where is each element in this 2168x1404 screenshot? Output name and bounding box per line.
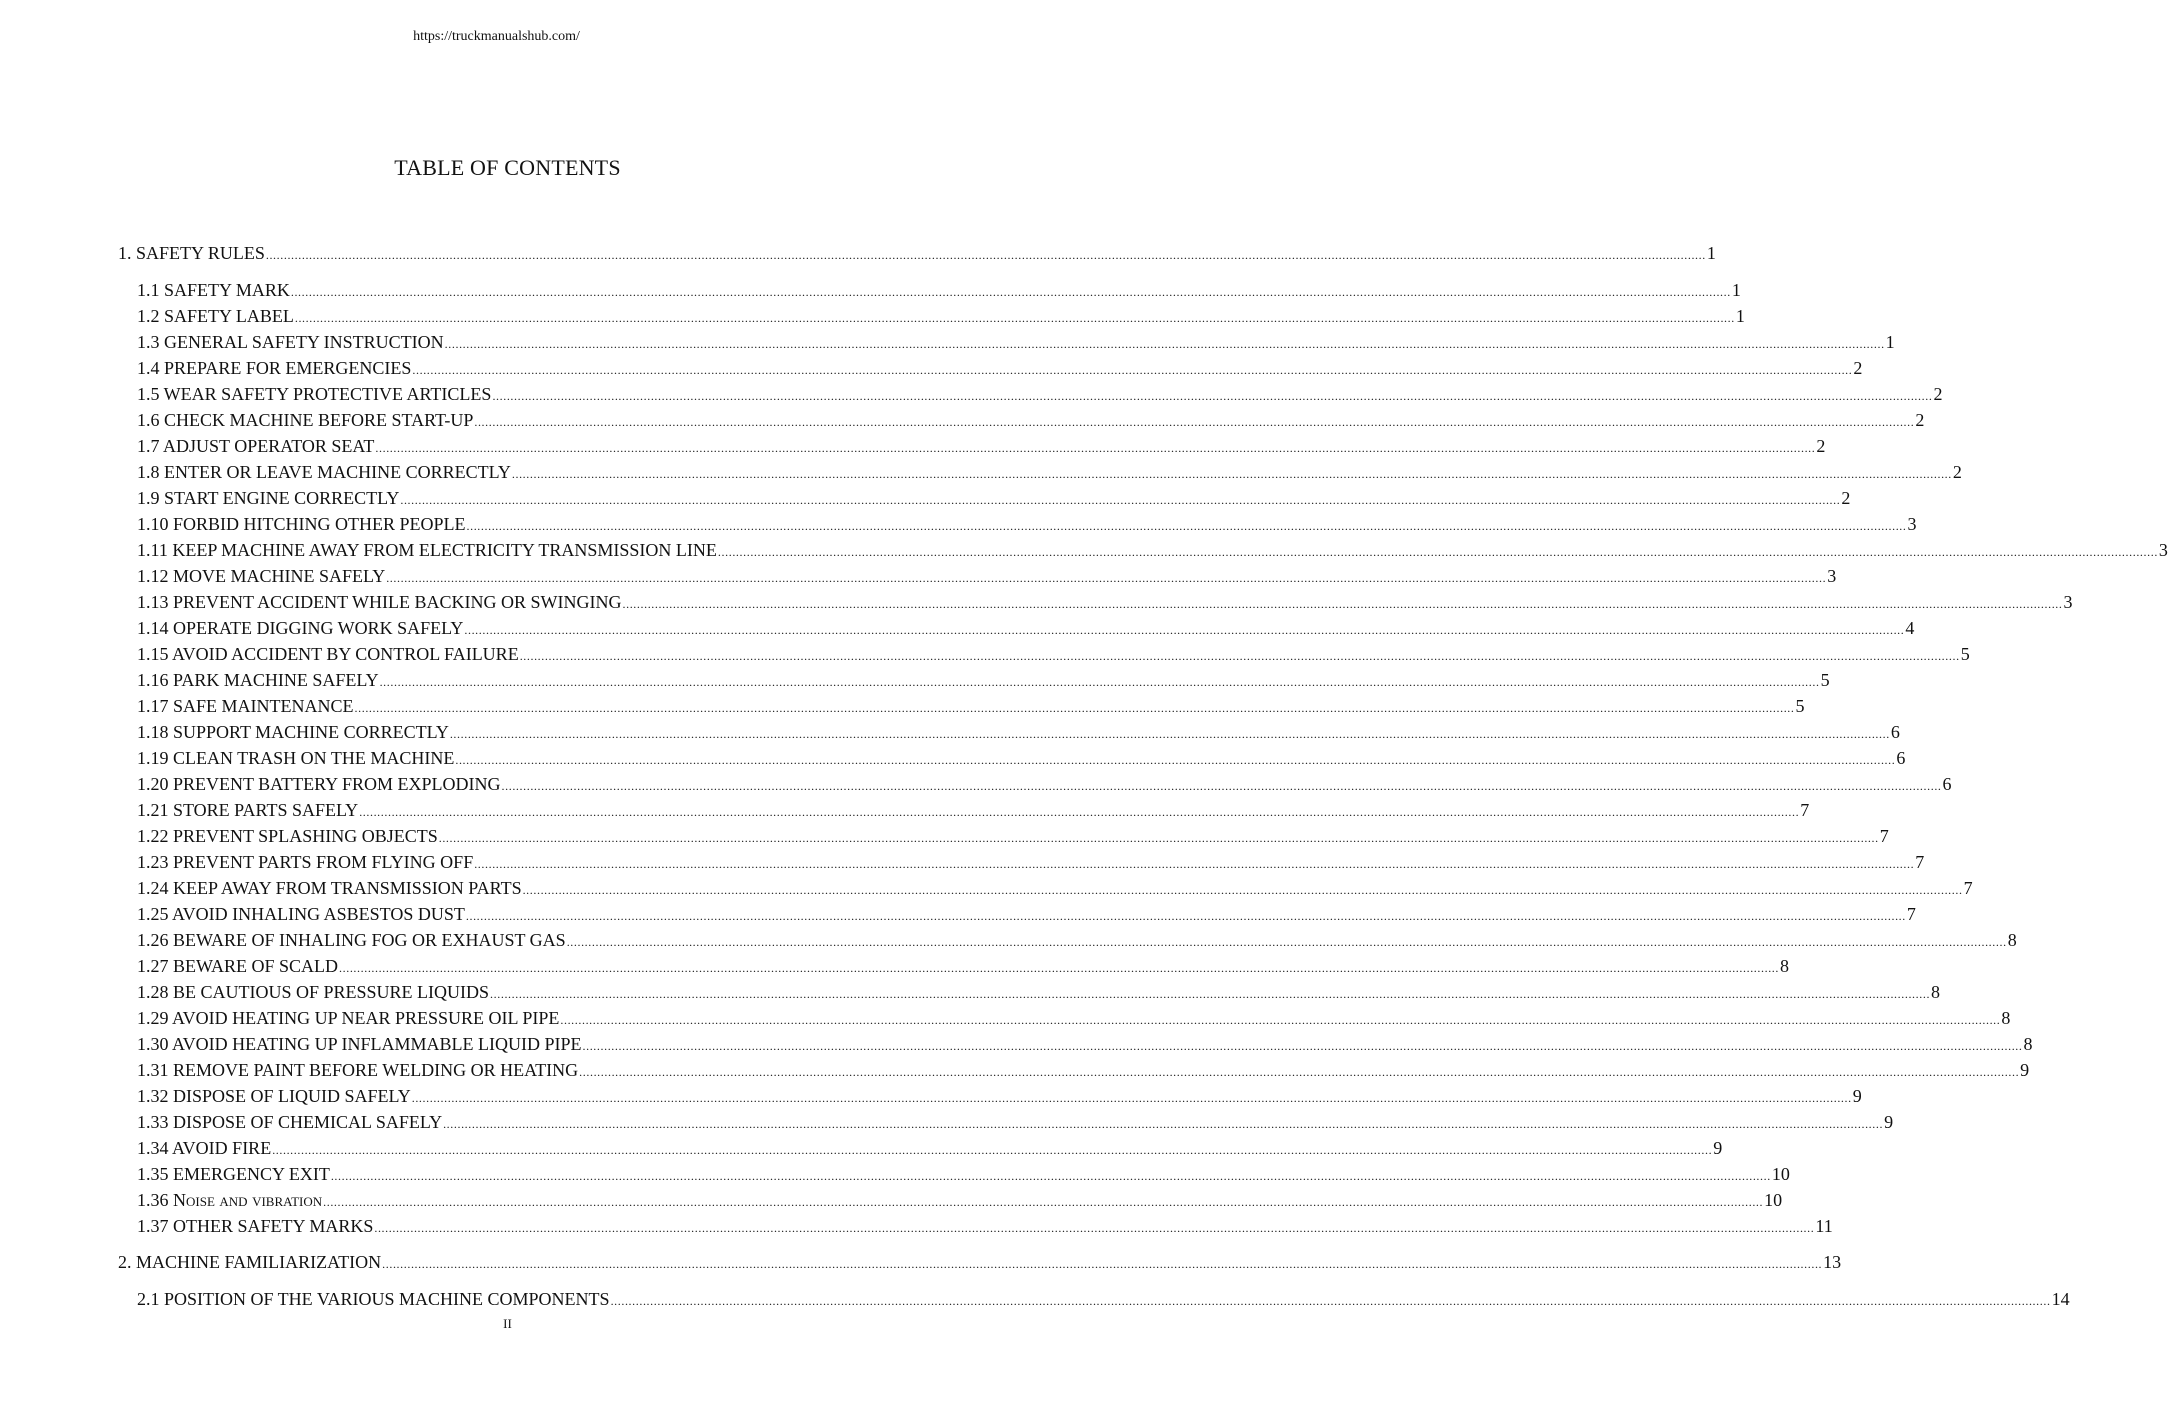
toc-page-number: 2 bbox=[1952, 462, 1962, 482]
toc-entry-title: 1.17 SAFE MAINTENANCE bbox=[137, 696, 354, 716]
toc-page-number: 5 bbox=[1795, 696, 1805, 716]
dot-leader: ................................................................................................................................................................................................................................................................................................................................................................................................................ bbox=[339, 961, 1780, 975]
dot-leader: ................................................................................................................................................................................................................................................................................................................................................................................................................ bbox=[374, 1221, 1815, 1235]
toc-page-number: 1 bbox=[1731, 280, 1741, 300]
toc-entry-title: 1.34 AVOID FIRE bbox=[137, 1138, 272, 1158]
toc-page-number: 10 bbox=[1764, 1190, 1783, 1210]
dot-leader: ................................................................................................................................................................................................................................................................................................................................................................................................................ bbox=[290, 285, 1731, 299]
toc-entry-title: 1.7 ADJUST OPERATOR SEAT bbox=[137, 436, 375, 456]
toc-section[interactable] bbox=[118, 242, 1716, 264]
toc-entry-title: 1.14 OPERATE DIGGING WORK SAFELY bbox=[137, 618, 464, 638]
toc-entry-title: 1.27 BEWARE OF SCALD bbox=[137, 956, 339, 976]
toc-entry-title: 1.2 SAFETY LABEL bbox=[137, 306, 294, 326]
toc-page-number: 6 bbox=[1896, 748, 1906, 768]
toc-page-number: 2 bbox=[1816, 436, 1826, 456]
toc-entry[interactable] bbox=[137, 435, 1826, 457]
toc-page-number: 11 bbox=[1815, 1216, 1833, 1236]
toc-entry[interactable] bbox=[137, 643, 1970, 665]
toc-page-number: 7 bbox=[1963, 878, 1973, 898]
toc-page-number: 3 bbox=[1907, 514, 1917, 534]
dot-leader: ................................................................................................................................................................................................................................................................................................................................................................................................................ bbox=[579, 1065, 2020, 1079]
toc-entry[interactable] bbox=[137, 1137, 1723, 1159]
toc-entry[interactable] bbox=[137, 851, 1925, 873]
toc-entry-title: 1.37 OTHER SAFETY MARKS bbox=[137, 1216, 374, 1236]
toc-page-number: 9 bbox=[1884, 1112, 1894, 1132]
dot-leader: ................................................................................................................................................................................................................................................................................................................................................................................................................ bbox=[622, 597, 2063, 611]
dot-leader: ................................................................................................................................................................................................................................................................................................................................................................................................................ bbox=[412, 363, 1853, 377]
toc-entry[interactable] bbox=[137, 721, 1900, 743]
toc-page-number: 8 bbox=[2007, 930, 2017, 950]
toc-page-number: 7 bbox=[1906, 904, 1916, 924]
toc-page-number: 8 bbox=[1931, 982, 1941, 1002]
dot-leader: ................................................................................................................................................................................................................................................................................................................................................................................................................ bbox=[465, 909, 1906, 923]
toc-entry[interactable] bbox=[137, 981, 1941, 1003]
toc-entry-title: 1.29 AVOID HEATING UP NEAR PRESSURE OIL PIPE bbox=[137, 1008, 560, 1028]
dot-leader: ................................................................................................................................................................................................................................................................................................................................................................................................................ bbox=[294, 311, 1735, 325]
toc-page-number: 1 bbox=[1735, 306, 1745, 326]
toc-page-number: 6 bbox=[1942, 774, 1952, 794]
toc-entry[interactable] bbox=[137, 1215, 1833, 1237]
toc-entry-title: 1.36 NOISE AND VIBRATION bbox=[137, 1190, 323, 1210]
toc-entry-title: 1.5 WEAR SAFETY PROTECTIVE ARTICLES bbox=[137, 384, 492, 404]
dot-leader: ................................................................................................................................................................................................................................................................................................................................................................................................................ bbox=[490, 987, 1931, 1001]
toc-page-number: 3 bbox=[2063, 592, 2073, 612]
dot-leader: ................................................................................................................................................................................................................................................................................................................................................................................................................ bbox=[474, 857, 1915, 871]
toc-entry-title: 1.4 PREPARE FOR EMERGENCIES bbox=[137, 358, 412, 378]
toc-entry-title: 1.11 KEEP MACHINE AWAY FROM ELECTRICITY TRANSMISSION LINE bbox=[137, 540, 717, 560]
toc-entry[interactable] bbox=[137, 799, 1810, 821]
toc-entry[interactable] bbox=[137, 929, 2017, 951]
toc-entry[interactable] bbox=[137, 825, 1889, 847]
toc-page-number: 14 bbox=[2051, 1289, 2070, 1309]
toc-entry-title: 1.16 PARK MACHINE SAFELY bbox=[137, 670, 379, 690]
dot-leader: ................................................................................................................................................................................................................................................................................................................................................................................................................ bbox=[444, 337, 1885, 351]
dot-leader: ................................................................................................................................................................................................................................................................................................................................................................................................................ bbox=[449, 727, 1890, 741]
toc-entry[interactable] bbox=[137, 1033, 2033, 1055]
dot-leader: ................................................................................................................................................................................................................................................................................................................................................................................................................ bbox=[466, 519, 1907, 533]
toc-entry[interactable] bbox=[137, 357, 1863, 379]
page-title: TABLE OF CONTENTS bbox=[394, 155, 621, 180]
dot-leader: ................................................................................................................................................................................................................................................................................................................................................................................................................ bbox=[386, 571, 1827, 585]
toc-entry-title: 1.32 DISPOSE OF LIQUID SAFELY bbox=[137, 1086, 411, 1106]
toc-entry-title: 1.1 SAFETY MARK bbox=[137, 280, 290, 300]
dot-leader: ................................................................................................................................................................................................................................................................................................................................................................................................................ bbox=[400, 493, 1841, 507]
toc-page-number: 1 bbox=[1706, 243, 1716, 263]
dot-leader: ................................................................................................................................................................................................................................................................................................................................................................................................................ bbox=[411, 1091, 1852, 1105]
toc-entry-title: 1.22 PREVENT SPLASHING OBJECTS bbox=[137, 826, 438, 846]
dot-leader: ................................................................................................................................................................................................................................................................................................................................................................................................................ bbox=[379, 675, 1820, 689]
toc-section[interactable] bbox=[118, 1251, 1842, 1273]
toc-entry[interactable] bbox=[137, 539, 2168, 561]
toc-page-number: 1 bbox=[1885, 332, 1895, 352]
toc-entry[interactable] bbox=[137, 1085, 1862, 1107]
toc-entry-title: 1.13 PREVENT ACCIDENT WHILE BACKING OR SWINGING bbox=[137, 592, 622, 612]
toc-entry[interactable] bbox=[137, 617, 1915, 639]
toc-entry-title: 1.26 BEWARE OF INHALING FOG OR EXHAUST GAS bbox=[137, 930, 566, 950]
toc-entry-title: 1.35 EMERGENCY EXIT bbox=[137, 1164, 330, 1184]
toc-page-number: 2 bbox=[1841, 488, 1851, 508]
toc-entry[interactable] bbox=[137, 877, 1973, 899]
dot-leader: ................................................................................................................................................................................................................................................................................................................................................................................................................ bbox=[375, 441, 1816, 455]
toc-entry-title: 1.24 KEEP AWAY FROM TRANSMISSION PARTS bbox=[137, 878, 522, 898]
toc-entry[interactable] bbox=[137, 1059, 2030, 1081]
dot-leader: ................................................................................................................................................................................................................................................................................................................................................................................................................ bbox=[474, 415, 1915, 429]
toc-entry-title: 1.19 CLEAN TRASH ON THE MACHINE bbox=[137, 748, 455, 768]
toc-page-number: 3 bbox=[2158, 540, 2168, 560]
toc-entry-title: 1.30 AVOID HEATING UP INFLAMMABLE LIQUID PIPE bbox=[137, 1034, 582, 1054]
toc-page-number: 13 bbox=[1823, 1252, 1842, 1272]
dot-leader: ................................................................................................................................................................................................................................................................................................................................................................................................................ bbox=[330, 1169, 1771, 1183]
toc-entry[interactable] bbox=[137, 305, 1745, 327]
toc-entry[interactable] bbox=[137, 669, 1830, 691]
toc-entry[interactable] bbox=[137, 383, 1943, 405]
toc-page-number: 9 bbox=[2020, 1060, 2030, 1080]
toc-entry[interactable] bbox=[137, 513, 1917, 535]
toc-page-number: 2 bbox=[1853, 358, 1863, 378]
dot-leader: ................................................................................................................................................................................................................................................................................................................................................................................................................ bbox=[492, 389, 1933, 403]
toc-entry[interactable] bbox=[137, 565, 1837, 587]
dot-leader: ................................................................................................................................................................................................................................................................................................................................................................................................................ bbox=[438, 831, 1879, 845]
dot-leader: ................................................................................................................................................................................................................................................................................................................................................................................................................ bbox=[560, 1013, 2001, 1027]
toc-page-number: 9 bbox=[1852, 1086, 1862, 1106]
toc-entry[interactable] bbox=[137, 409, 1925, 431]
toc-entry[interactable] bbox=[137, 461, 1962, 483]
toc-page-number: 9 bbox=[1713, 1138, 1723, 1158]
toc-page-number: 4 bbox=[1905, 618, 1915, 638]
dot-leader: ................................................................................................................................................................................................................................................................................................................................................................................................................ bbox=[359, 805, 1800, 819]
toc-entry[interactable] bbox=[137, 1163, 1790, 1185]
toc-entry-title: 1. SAFETY RULES bbox=[118, 243, 265, 263]
toc-entry[interactable] bbox=[137, 331, 1895, 353]
dot-leader: ................................................................................................................................................................................................................................................................................................................................................................................................................ bbox=[566, 935, 2007, 949]
toc-entry[interactable] bbox=[137, 591, 2073, 613]
toc-entry-title: 2. MACHINE FAMILIARIZATION bbox=[118, 1252, 382, 1272]
toc-entry[interactable] bbox=[137, 747, 1906, 769]
dot-leader: ................................................................................................................................................................................................................................................................................................................................................................................................................ bbox=[382, 1257, 1823, 1271]
toc-page-number: 10 bbox=[1771, 1164, 1790, 1184]
toc-entry[interactable] bbox=[137, 279, 1741, 301]
toc-entry-title: 1.15 AVOID ACCIDENT BY CONTROL FAILURE bbox=[137, 644, 519, 664]
toc-page-number: 3 bbox=[1827, 566, 1837, 586]
toc-page-number: 8 bbox=[1780, 956, 1790, 976]
toc-entry-title: 1.8 ENTER OR LEAVE MACHINE CORRECTLY bbox=[137, 462, 511, 482]
toc-entry-title: 1.21 STORE PARTS SAFELY bbox=[137, 800, 359, 820]
toc-entry-title: 1.33 DISPOSE OF CHEMICAL SAFELY bbox=[137, 1112, 443, 1132]
toc-page-number: 8 bbox=[2001, 1008, 2011, 1028]
dot-leader: ................................................................................................................................................................................................................................................................................................................................................................................................................ bbox=[717, 545, 2158, 559]
toc-entry-title: 1.31 REMOVE PAINT BEFORE WELDING OR HEATING bbox=[137, 1060, 579, 1080]
dot-leader: ................................................................................................................................................................................................................................................................................................................................................................................................................ bbox=[443, 1117, 1884, 1131]
dot-leader: ................................................................................................................................................................................................................................................................................................................................................................................................................ bbox=[511, 467, 1952, 481]
toc-page-number: 7 bbox=[1915, 852, 1925, 872]
dot-leader: ................................................................................................................................................................................................................................................................................................................................................................................................................ bbox=[582, 1039, 2023, 1053]
toc-entry-title: 1.9 START ENGINE CORRECTLY bbox=[137, 488, 400, 508]
toc-entry-title: 1.28 BE CAUTIOUS OF PRESSURE LIQUIDS bbox=[137, 982, 490, 1002]
page-number: II bbox=[503, 1316, 512, 1331]
dot-leader: ................................................................................................................................................................................................................................................................................................................................................................................................................ bbox=[610, 1294, 2051, 1308]
toc-entry[interactable] bbox=[137, 955, 1790, 977]
dot-leader: ................................................................................................................................................................................................................................................................................................................................................................................................................ bbox=[464, 623, 1905, 637]
dot-leader: ................................................................................................................................................................................................................................................................................................................................................................................................................ bbox=[455, 753, 1896, 767]
toc-entry-title: 1.3 GENERAL SAFETY INSTRUCTION bbox=[137, 332, 444, 352]
toc-entry[interactable] bbox=[137, 487, 1851, 509]
dot-leader: ................................................................................................................................................................................................................................................................................................................................................................................................................ bbox=[265, 248, 1706, 262]
toc-entry[interactable] bbox=[137, 1189, 1783, 1211]
toc-page-number: 7 bbox=[1800, 800, 1810, 820]
dot-leader: ................................................................................................................................................................................................................................................................................................................................................................................................................ bbox=[323, 1195, 1764, 1209]
toc-page-number: 5 bbox=[1960, 644, 1970, 664]
toc-page-number: 2 bbox=[1915, 410, 1925, 430]
toc-page-number: 5 bbox=[1820, 670, 1830, 690]
toc-entry-title: 1.6 CHECK MACHINE BEFORE START-UP bbox=[137, 410, 474, 430]
header-url: https://truckmanualshub.com/ bbox=[413, 29, 580, 44]
toc-entry[interactable] bbox=[137, 1007, 2011, 1029]
toc-entry-title: 1.18 SUPPORT MACHINE CORRECTLY bbox=[137, 722, 449, 742]
toc-entry[interactable] bbox=[137, 1288, 2070, 1310]
toc-entry-title: 1.12 MOVE MACHINE SAFELY bbox=[137, 566, 386, 586]
toc-entry-title: 1.10 FORBID HITCHING OTHER PEOPLE bbox=[137, 514, 466, 534]
dot-leader: ................................................................................................................................................................................................................................................................................................................................................................................................................ bbox=[272, 1143, 1713, 1157]
toc-entry[interactable] bbox=[137, 773, 1952, 795]
toc-entry[interactable] bbox=[137, 1111, 1894, 1133]
toc-entry-title: 1.20 PREVENT BATTERY FROM EXPLODING bbox=[137, 774, 501, 794]
toc-page-number: 7 bbox=[1879, 826, 1889, 846]
toc-page-number: 2 bbox=[1933, 384, 1943, 404]
toc-entry-title: 2.1 POSITION OF THE VARIOUS MACHINE COMPONENTS bbox=[137, 1289, 610, 1309]
toc-entry[interactable] bbox=[137, 695, 1805, 717]
toc-page-number: 8 bbox=[2023, 1034, 2033, 1054]
toc-entry[interactable] bbox=[137, 903, 1916, 925]
dot-leader: ................................................................................................................................................................................................................................................................................................................................................................................................................ bbox=[522, 883, 1963, 897]
toc-entry-title: 1.25 AVOID INHALING ASBESTOS DUST bbox=[137, 904, 465, 924]
toc-entry-title: 1.23 PREVENT PARTS FROM FLYING OFF bbox=[137, 852, 474, 872]
dot-leader: ................................................................................................................................................................................................................................................................................................................................................................................................................ bbox=[501, 779, 1942, 793]
toc-page-number: 6 bbox=[1890, 722, 1900, 742]
dot-leader: ................................................................................................................................................................................................................................................................................................................................................................................................................ bbox=[519, 649, 1960, 663]
dot-leader: ................................................................................................................................................................................................................................................................................................................................................................................................................ bbox=[354, 701, 1795, 715]
